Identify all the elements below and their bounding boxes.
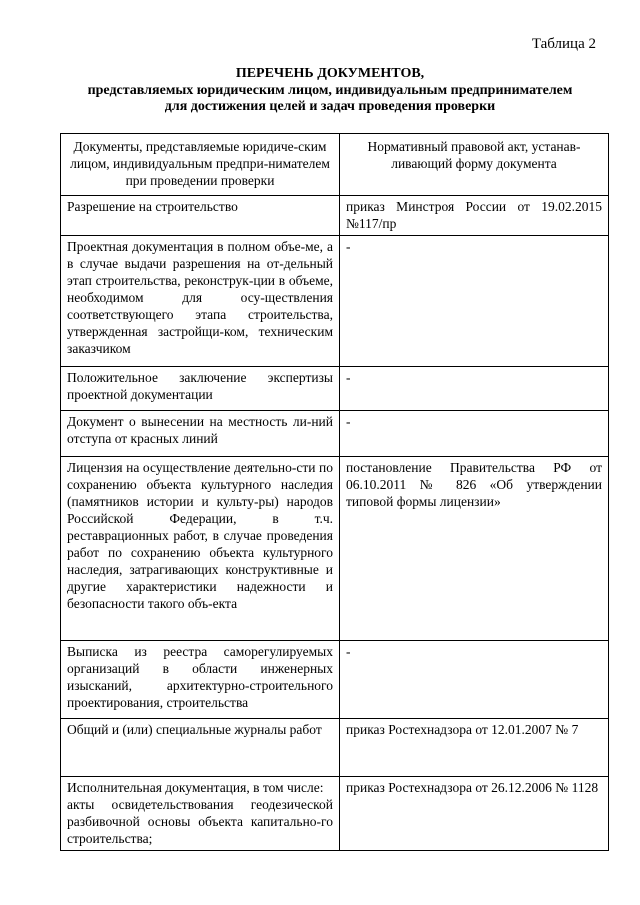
document-cell xyxy=(61,777,340,851)
legal-act-cell: приказ Минстроя России от 19.02.2015 №117/пр xyxy=(340,196,609,236)
legal-act-cell: приказ Ростехнадзора от 26.12.2006 № 1128 xyxy=(340,777,609,851)
legal-act-cell: - xyxy=(340,236,609,367)
document-cell-line: акты освидетельствования геодезической разбивочной основы объекта капитально-го строительства; xyxy=(67,797,333,846)
title-line-2: представляемых юридическим лицом, индивидуальным предпринимателем xyxy=(87,82,573,98)
table-row xyxy=(61,411,609,457)
table-number-label: Таблица 2 xyxy=(531,36,596,52)
table-row xyxy=(61,367,609,411)
document-cell: Положительное заключение экспертизы проектной документации xyxy=(61,367,340,411)
document-cell: Документ о вынесении на местность ли-ний отступа от красных линий xyxy=(61,411,340,457)
table-row xyxy=(61,236,609,367)
table-header-row xyxy=(61,134,609,196)
document-title xyxy=(60,66,600,116)
header-documents: Документы, представляемые юридиче-ским лицом, индивидуальным предпри-нимателем при проведении проверки xyxy=(61,134,340,196)
title-line-1: ПЕРЕЧЕНЬ ДОКУМЕНТОВ, xyxy=(235,66,425,81)
document-cell: Общий и (или) специальные журналы работ xyxy=(61,719,340,777)
table-row xyxy=(61,719,609,777)
table-row xyxy=(61,641,609,719)
header-legal-act: Нормативный правовой акт, устанав-ливающий форму документа xyxy=(340,134,609,196)
title-line-3: для достижения целей и задач проведения проверки xyxy=(164,99,496,114)
table-row xyxy=(61,196,609,236)
document-cell-line: Исполнительная документация, в том числе: xyxy=(67,780,324,795)
documents-table xyxy=(60,133,609,851)
legal-act-cell: - xyxy=(340,367,609,411)
document-cell: Выписка из реестра саморегулируемых организаций в области инженерных изысканий, архитектурно-строительного проектирования, строительства xyxy=(61,641,340,719)
legal-act-cell: - xyxy=(340,641,609,719)
table-row xyxy=(61,457,609,641)
legal-act-cell: постановление Правительства РФ от 06.10.2011 № 826 «Об утверждении типовой формы лицензии» xyxy=(340,457,609,641)
legal-act-cell: приказ Ростехнадзора от 12.01.2007 № 7 xyxy=(340,719,609,777)
document-cell: Разрешение на строительство xyxy=(61,196,340,236)
document-cell: Проектная документация в полном объе-ме, а в случае выдачи разрешения на от-дельный этап строительства, реконструк-ции в объеме, необходимом для осу-ществления соответствующего этапа строительства, утвержденная застройщи-ком, техническим заказчиком xyxy=(61,236,340,367)
legal-act-cell: - xyxy=(340,411,609,457)
table-row xyxy=(61,777,609,851)
document-cell: Лицензия на осуществление деятельно-сти по сохранению объекта культурного наследия (памятников истории и культу-ры) народов Российской Федерации, в т.ч. реставрационных работ, в случае проведения работ по сохранению объекта культурного наследия, затрагивающих конструктивные и другие характеристики надежности и безопасности такого объ-екта xyxy=(61,457,340,641)
